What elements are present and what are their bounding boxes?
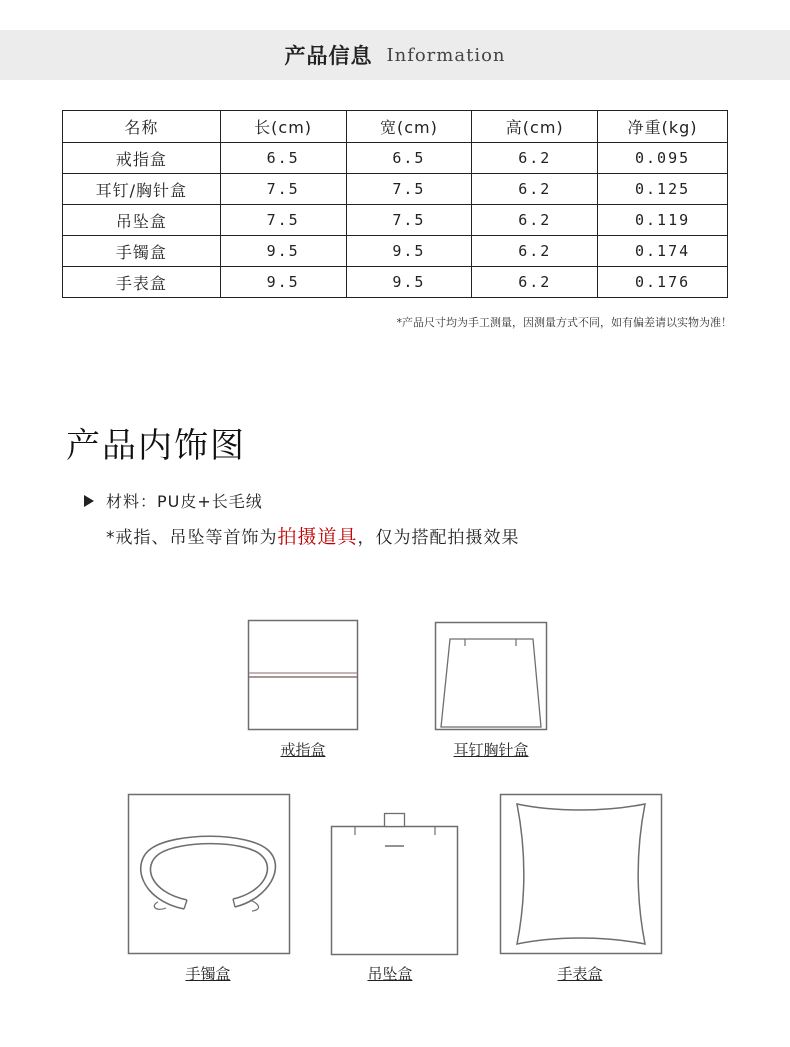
col-header-height: 高(cm)	[472, 111, 598, 143]
cell-name: 吊坠盒	[63, 205, 221, 236]
remark-text: *戒指、吊坠等首饰为	[106, 528, 278, 548]
earring-box-label: 耳钉胸针盒	[453, 741, 529, 759]
watch-box-drawing	[501, 795, 662, 954]
cell-width: 7.5	[346, 174, 472, 205]
cell-weight: 0.125	[598, 174, 728, 205]
remark-text-end: ，仅为搭配拍摄效果	[357, 528, 520, 548]
cell-width: 7.5	[346, 205, 472, 236]
cell-width: 9.5	[346, 236, 472, 267]
ring-box-drawing	[249, 621, 358, 730]
cell-length: 9.5	[220, 236, 346, 267]
cell-name: 手表盒	[63, 267, 221, 298]
cell-height: 6.2	[472, 143, 598, 174]
cell-weight: 0.119	[598, 205, 728, 236]
earring-box-drawing	[436, 623, 547, 730]
cell-height: 6.2	[472, 205, 598, 236]
bracelet-box-label: 手镯盒	[185, 965, 231, 983]
section-title: 产品内饰图	[66, 426, 246, 466]
material-label: 材料：	[106, 492, 158, 511]
cell-height: 6.2	[472, 236, 598, 267]
cell-name: 手镯盒	[63, 236, 221, 267]
measurement-note: *产品尺寸均为手工测量，因测量方式不同，如有偏差请以实物为准！	[396, 316, 732, 329]
material-value: PU皮+长毛绒	[157, 492, 263, 511]
header-title-cn: 产品信息	[284, 44, 373, 68]
cell-width: 6.5	[346, 143, 472, 174]
cell-name: 戒指盒	[63, 143, 221, 174]
remark-highlight: 拍摄道具	[277, 526, 358, 548]
col-header-length: 长(cm)	[220, 111, 346, 143]
pendant-box-label: 吊坠盒	[367, 965, 413, 983]
cell-weight: 0.176	[598, 267, 728, 298]
col-header-width: 宽(cm)	[346, 111, 472, 143]
cell-name: 耳钉/胸针盒	[63, 174, 221, 205]
cell-width: 9.5	[346, 267, 472, 298]
cell-height: 6.2	[472, 174, 598, 205]
ring-box-label: 戒指盒	[280, 741, 326, 759]
bracelet-box-drawing	[129, 795, 290, 954]
cell-length: 7.5	[220, 205, 346, 236]
col-header-name: 名称	[63, 111, 221, 143]
cell-length: 6.5	[220, 143, 346, 174]
cell-length: 9.5	[220, 267, 346, 298]
cell-length: 7.5	[220, 174, 346, 205]
col-header-weight: 净重(kg)	[598, 111, 728, 143]
header-title-en: Information	[386, 44, 506, 66]
watch-box-label: 手表盒	[557, 965, 603, 983]
pendant-box-drawing	[332, 814, 458, 955]
cell-height: 6.2	[472, 267, 598, 298]
cell-weight: 0.095	[598, 143, 728, 174]
cell-weight: 0.174	[598, 236, 728, 267]
